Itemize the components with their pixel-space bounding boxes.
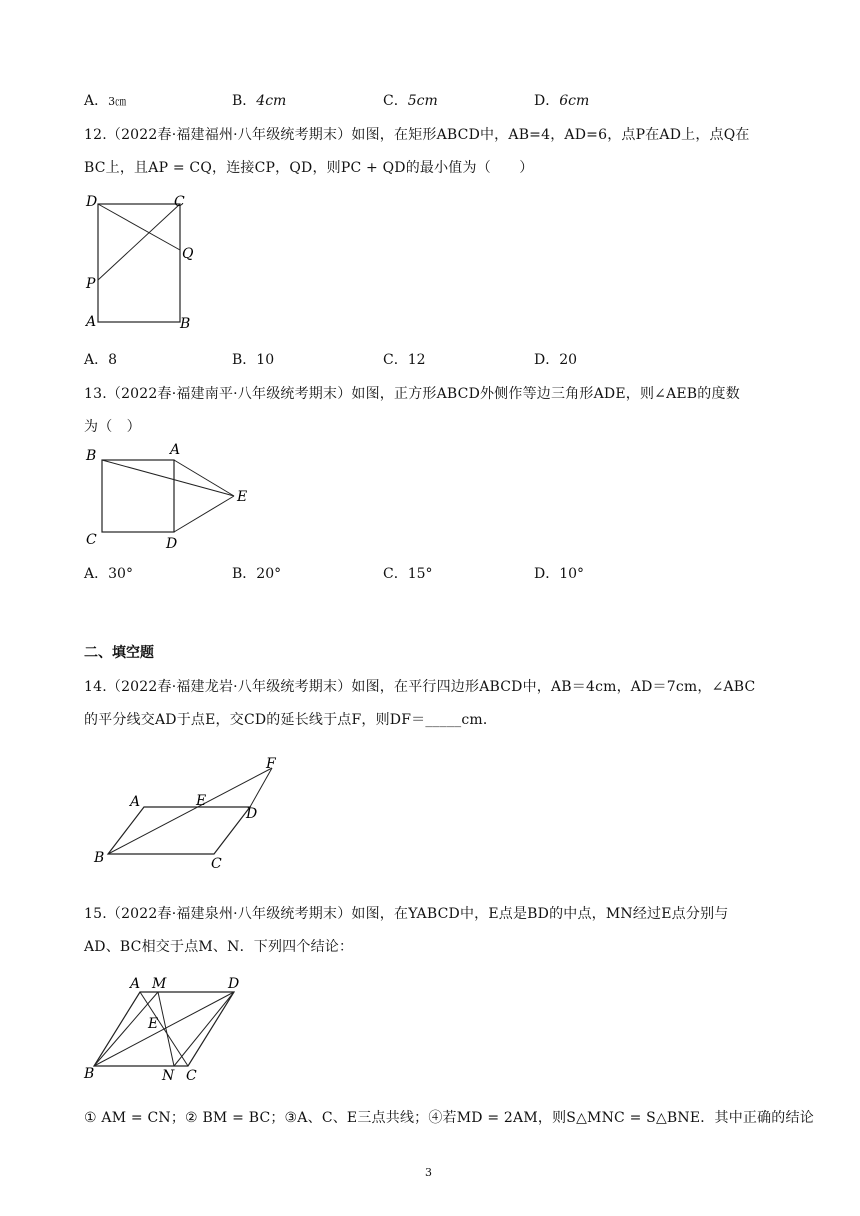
q11-option-a: A．3㎝	[84, 93, 127, 109]
q14-line2: 的平分线交AD于点E，交CD的延长线于点F，则DF＝_____cm．	[84, 712, 498, 728]
q12-label-d: D	[86, 194, 98, 210]
q12-label-p: P	[86, 276, 96, 292]
q12-option-b: B．10	[232, 352, 275, 368]
q12-option-c: C．12	[383, 352, 426, 368]
q12-line2: BC上，且AP = CQ，连接CP，QD，则PC + QD的最小值为（ ）	[84, 160, 534, 176]
q13-line2: 为（ ）	[84, 419, 141, 435]
q12-label-c: C	[174, 194, 185, 210]
q13-option-a: A．30°	[84, 566, 133, 582]
q12-label-q: Q	[182, 246, 194, 262]
q12-option-a: A．8	[84, 352, 118, 368]
q12-line1: 12.（2022春·福建福州·八年级统考期末）如图，在矩形ABCD中，AB=4，AD=6，点P在AD上，点Q在	[84, 127, 750, 143]
q14-parallelogram-figure	[92, 756, 292, 871]
q14-label-c: C	[211, 856, 222, 871]
q11-option-d: D．6cm	[534, 93, 590, 109]
q13-label-c: C	[86, 532, 97, 548]
q13-line1: 13.（2022春·福建南平·八年级统考期末）如图，正方形ABCD外侧作等边三角形ADE，则∠AEB的度数	[84, 386, 740, 402]
q15-label-d: D	[228, 976, 240, 992]
q14-label-d: D	[246, 806, 258, 822]
q15-label-c: C	[186, 1068, 197, 1084]
q13-label-d: D	[166, 536, 178, 552]
q15-label-m: M	[152, 976, 167, 992]
section-title-fill-blank: 二、填空题	[84, 645, 154, 661]
page-number: 3	[425, 1166, 432, 1179]
q14-label-e: E	[196, 793, 207, 809]
q13-label-e: E	[237, 489, 248, 505]
q13-square-triangle-figure	[82, 440, 262, 555]
q15-label-b: B	[84, 1066, 95, 1082]
q15-line3: ① AM = CN；② BM = BC；③A、C、E三点共线；④若MD = 2AM，则S△MNC = S△BNE．其中正确的结论	[84, 1110, 814, 1126]
q15-parallelogram-figure	[82, 972, 262, 1084]
q14-label-b: B	[94, 850, 105, 866]
q14-label-a: A	[130, 794, 141, 810]
q13-label-a: A	[170, 442, 181, 458]
q15-line2: AD、BC相交于点M、N．下列四个结论：	[84, 939, 354, 955]
q12-label-b: B	[180, 316, 191, 332]
q13-option-c: C．15°	[383, 566, 433, 582]
q15-label-a: A	[130, 976, 141, 992]
q15-label-n: N	[162, 1068, 175, 1084]
q11-option-c: C．5cm	[383, 93, 438, 109]
q11-option-b: B．4cm	[232, 93, 287, 109]
q14-line1: 14.（2022春·福建龙岩·八年级统考期末）如图，在平行四边形ABCD中，AB＝4cm，AD＝7cm，∠ABC	[84, 679, 756, 695]
q14-label-f: F	[266, 756, 276, 772]
q15-label-e: E	[148, 1016, 159, 1032]
q12-label-a: A	[86, 314, 97, 330]
q13-option-d: D．10°	[534, 566, 585, 582]
q12-option-d: D．20	[534, 352, 578, 368]
q15-line1: 15.（2022春·福建泉州·八年级统考期末）如图，在YABCD中，E点是BD的中点，MN经过E点分别与	[84, 906, 729, 922]
q13-option-b: B．20°	[232, 566, 282, 582]
q13-label-b: B	[86, 448, 97, 464]
q12-rectangle-figure	[82, 192, 212, 337]
